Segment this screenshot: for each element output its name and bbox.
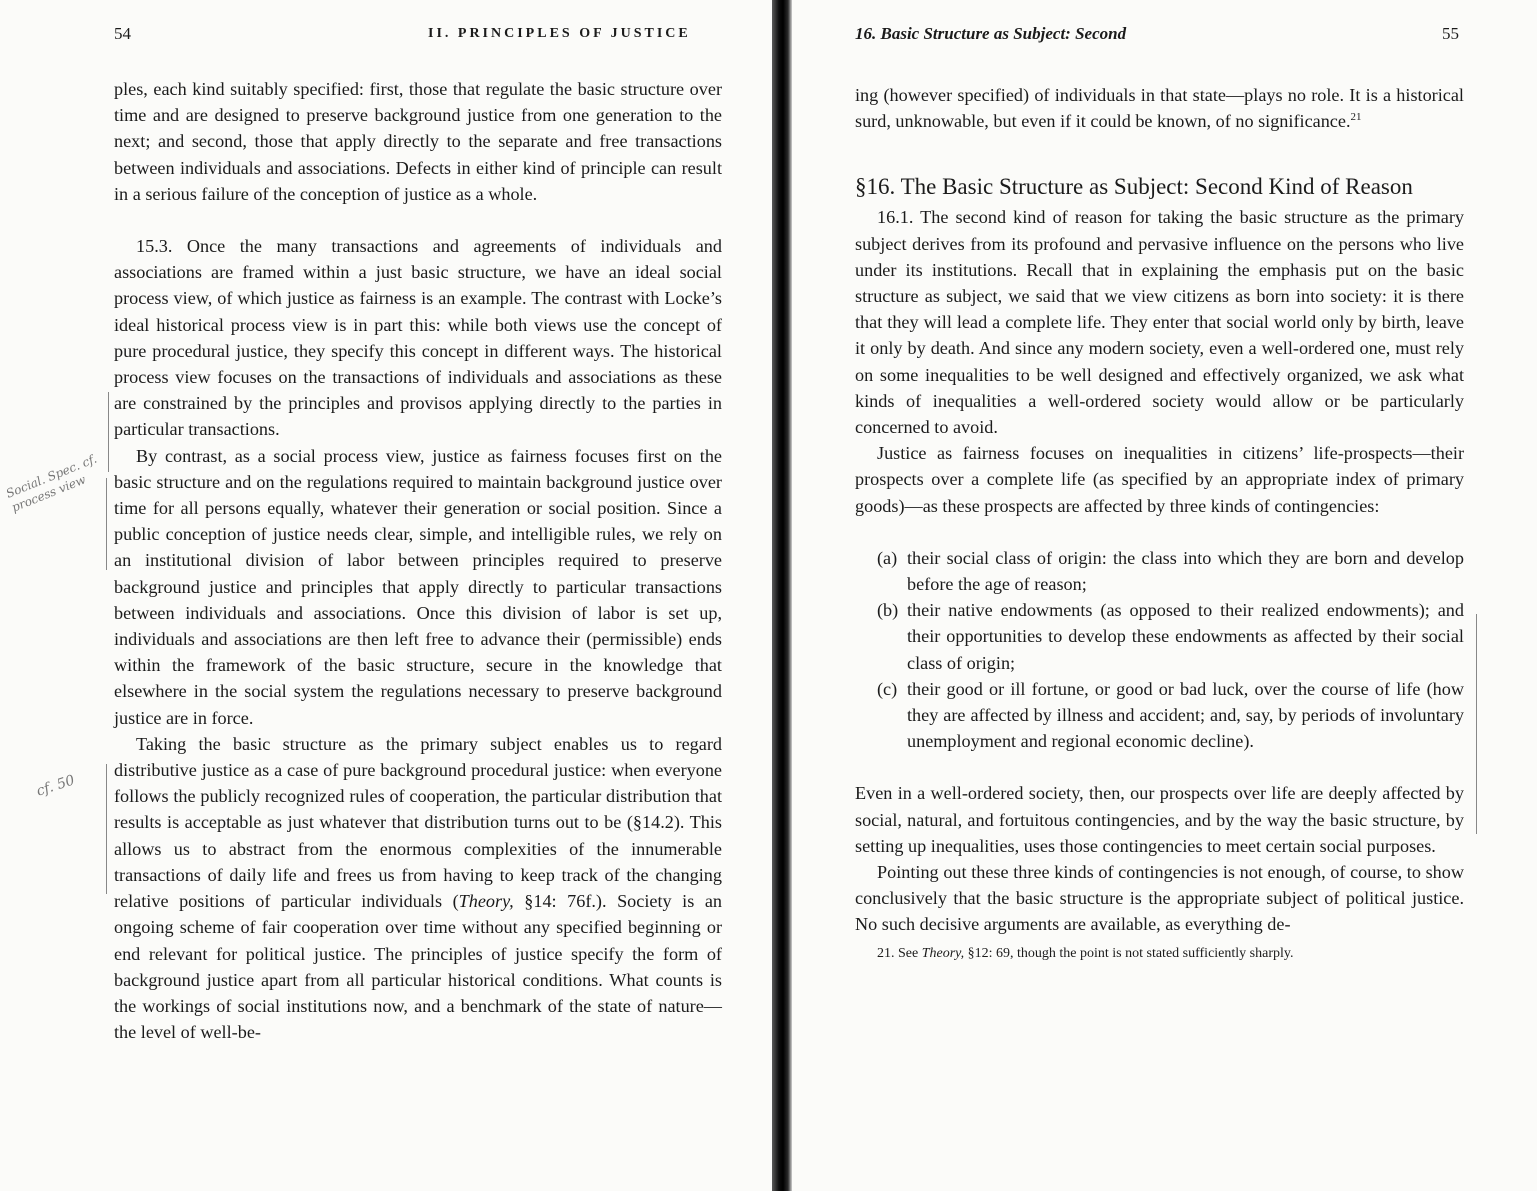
handwritten-margin-note: Social. Spec. cf. process view bbox=[4, 451, 99, 515]
list-item-label: (b) bbox=[877, 600, 899, 621]
list-item-label: (a) bbox=[877, 547, 898, 568]
right-paragraph-4: Even in a well-ordered society, then, our prospects over life are deeply affected by social, natural, and fortuitous contingencies, and by the way the basic structure, by setting up inequalities, uses those contingencies to meet certain social purposes. bbox=[855, 783, 1464, 856]
right-page-number: 55 bbox=[1442, 24, 1459, 43]
right-paragraph-5: Pointing out these three kinds of contingencies is not enough, of course, to show conclusively that the basic structure is the appropriate subject of political justice. No such decisive arguments are available, as everything de- bbox=[855, 862, 1464, 935]
margin-bracket bbox=[106, 764, 107, 894]
right-page bbox=[792, 0, 1537, 1191]
right-paragraph-1-text: ing (however specified) of individuals in that state—plays no role. It is a historical surd, unknowable, but even if it could be known, of no significance. bbox=[855, 85, 1464, 132]
right-paragraph-2: 16.1. The second kind of reason for taking the basic structure as the primary subject derives from its profound and pervasive influence on the persons who live under its institutions. Recall that in explaining the emphasis put on the basic structure as subject, we said that we view citizens as born into society: it is there that they will lead a complete life. They enter that social world only by birth, leave it only by death. And since any modern society, even a well-ordered one, must rely on some inequalities to be well designed and effectively organized, we ask what kinds of inequalities a well-ordered society would allow or be particularly concerned to avoid. bbox=[855, 207, 1464, 438]
list-item-text: their social class of origin: the class into which they are born and develop before the age of reason; bbox=[907, 547, 1464, 595]
section-heading: §16. The Basic Structure as Subject: Second Kind of Reason bbox=[855, 174, 1413, 200]
left-body bbox=[114, 76, 722, 1045]
left-page-number: 54 bbox=[114, 24, 131, 43]
left-paragraph-3: By contrast, as a social process view, justice as fairness focuses first on the basic structure and on the regulations required to maintain background justice over time for all persons equally, whatever their generation or social position. Since a public conception of justice needs clear, simple, and intelligible rules, we rely on an institutional division of labor between principles required to preserve background justice and principles that apply directly to particular transactions between individuals and associations. Once this division of labor is set up, individuals and associations are then left free to advance their (permissible) ends within the framework of the basic structure, secure in the knowledge that elsewhere in the social system the regulations necessary to preserve background justice are in force. bbox=[114, 445, 722, 728]
book-gutter bbox=[772, 0, 792, 1191]
list-item-label: (c) bbox=[877, 678, 898, 699]
list-item bbox=[877, 545, 1464, 597]
footnote-text: §12: 69, though the point is not stated sufficiently sharply. bbox=[964, 945, 1294, 961]
margin-bracket bbox=[108, 392, 109, 472]
left-paragraph-4-part-1: Taking the basic structure as the primary subject enables us to regard distributive justice as a case of pure background procedural justice: when everyone follows the publicly recognized rules of cooperation, the particular distribution that results is acceptable as just whatever that distribution turns out to be (§14.2). This allows us to abstract from the enormous complexities of the innumerable transactions of daily life and frees us from having to keep track of the changing relative positions of particular individuals ( bbox=[114, 733, 722, 912]
right-running-head: 16. Basic Structure as Subject: Second bbox=[855, 24, 1127, 43]
list-item-text: their good or ill fortune, or good or bad luck, over the course of life (how they are affected by illness and accident; and, say, by periods of involuntary unemployment and regional economic decline). bbox=[907, 678, 1464, 752]
right-paragraph-3: Justice as fairness focuses on inequalities in citizens’ life-prospects—their prospects over a complete life (as specified by an appropriate index of primary goods)—as these prospects are affected by three kinds of contingencies: bbox=[855, 443, 1464, 516]
left-paragraph-4-part-2: §14: 76f.). Society is an ongoing scheme of fair cooperation over time without any specified beginning or end relevant for political justice. The principles of justice specify the form of background justice apart from all particular historical conditions. What counts is the workings of social institutions now, and a benchmark of the state of nature—the level of well-be- bbox=[114, 891, 722, 1043]
footnote-theory: Theory, bbox=[921, 945, 965, 961]
list-item-text: their native endowments (as opposed to their realized endowments); and their opportunities to develop these endowments as affected by their social class of origin; bbox=[907, 600, 1464, 673]
margin-bracket bbox=[1476, 614, 1477, 834]
theory-citation: Theory, bbox=[458, 891, 514, 912]
right-body bbox=[855, 82, 1464, 964]
list-item bbox=[877, 597, 1464, 676]
left-running-head: II. PRINCIPLES OF JUSTICE bbox=[428, 26, 691, 41]
left-paragraph-2: 15.3. Once the many transactions and agreements of individuals and associations are framed within a just basic structure, we have an ideal social process view, of which justice as fairness is an example. The contrast with Locke’s ideal historical process view is in part this: while both views use the concept of pure procedural justice, they specify this concept in different ways. The historical process view focuses on the transactions of individuals and associations as these are constrained by the principles and provisos applying directly to the parties in particular transactions. bbox=[114, 236, 722, 440]
list-item bbox=[877, 676, 1464, 755]
left-paragraph-4 bbox=[114, 731, 722, 1045]
footnote-reference: 21 bbox=[1350, 111, 1362, 124]
footnote bbox=[855, 944, 1464, 964]
left-paragraph-1: ples, each kind suitably specified: first, those that regulate the basic structure over time and are designed to preserve background justice from one generation to the next; and second, those that apply directly to the separate and free transactions between individuals and associations. Defects in either kind of principle can result in a serious failure of the conception of justice as a whole. bbox=[114, 79, 722, 204]
handwritten-margin-note: cf. 50 bbox=[34, 772, 77, 800]
footnote-number: 21. bbox=[877, 945, 895, 961]
margin-bracket bbox=[106, 478, 107, 570]
footnote-see: See bbox=[898, 945, 922, 961]
right-paragraph-1 bbox=[855, 82, 1464, 134]
contingency-list bbox=[855, 545, 1464, 755]
